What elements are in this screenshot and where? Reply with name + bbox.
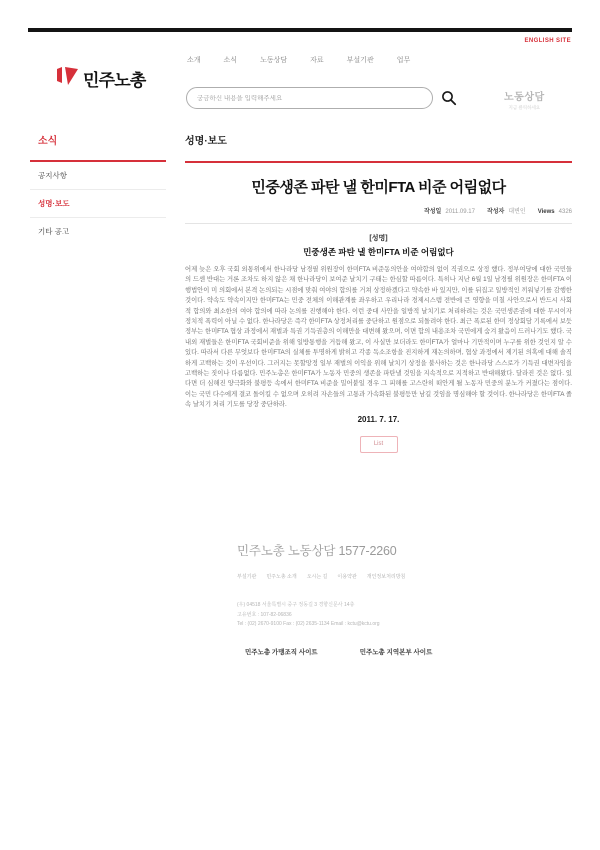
labor-counsel-widget[interactable] bbox=[504, 88, 545, 111]
logo-text: 민주노총 bbox=[83, 71, 146, 90]
nav-item-affiliates[interactable]: 부설기관 bbox=[346, 57, 374, 64]
statement-paragraph: 어제 늦은 오후 국회 외통위에서 한나라당 남경필 위원장이 한미FTA 비준동의안을 여야합의 없이 직권으로 상정 했다. 정부여당에 대한 국민들의 드센 반대는 거론 조차도 하지 않은 채 한나라당이 보여준 날치기 구태는 한심할 따름이다. 특히나 지난 6월 1일 남경필 위원장은 한미FTA 이행법안이 미 의회에서 본격 논의되는 시점에 맞춰 여야의 합의를 거쳐 상정하겠다고 약속한 바 있지만, 이를 뒤집고 일방적인 끼워넣기를 감행한 것이다. 약속도 약속이지만 한미FTA는 민중 전체의 이해관계를 좌우하고 우리나라 경제시스템 전반에 큰 영향을 미칠 사안으로서 반드시 사회적 합의와 최소한의 여야 합의에 따라 논의를 진행해야 한다. 이런 중대 사안을 일방적 날치기로 처리하려는 것은 국민생존권에 대한 무시이자 정치적 폭력이 아닐 수 없다. 한나라당은 즉각 한미FTA 상정처리를 중단하고 원점으로 되돌려야 한다. bbox=[185, 266, 572, 326]
sidebar-item-other[interactable]: 기타 공고 bbox=[38, 227, 70, 236]
statement-paragraph: 최근 폭로된 한미 정상회담 기록에서 보듯 정부는 한미FTA 협상 과정에서 재벌과 특권 기득권층의 이해만을 대변해 왔으며, 이면 합의 내용조차 국민에게 숨겨 왔음이 드러나기도 했다. 국내외 재벌들은 한미FTA 국회비준을 위해 일방통행을 거듭해 왔고, 이 사실만 보더라도 한미FTA가 얼마나 기만적이며 누구를 위한 것인지 알 수 있다. 따라서 다른 무엇보다 한미FTA의 실체를 투명하게 밝히고 각종 독소조항을 진지하게 재논의하며, 협상 과정에서 제기된 의혹에 대해 솔직하게 고백하는 것이 우선이다. 그러지는 못할망정 일부 재벌의 이익을 위해 날치기 상정을 불사하는 것은 한나라당 스스로가 기득권 대변자임을 고백하는 짓이나 다름없다. bbox=[185, 318, 572, 378]
english-site-link[interactable]: ENGLISH SITE bbox=[524, 38, 571, 44]
main-content bbox=[185, 132, 572, 453]
footer-address-line: (우) 04518 서울특별시 중구 정동길 3 경향신문사 14층 bbox=[237, 602, 355, 608]
statement-paragraph: 민주노총은 한미FTA가 노동자 민중의 생존을 파탄낼 것임을 지속적으로 지적하고 반대해왔다. 달라진 것은 없다. 있다면 더 심해진 양극화와 불평등 속에서 한미FTA 비준을 밀어붙일 경우 그 피해를 고스란히 떠안게 될 노동자 민중의 분노가 커졌다는 점이다. 이는 국민 다수에게 결코 돌이킬 수 없으며 오히려 자손들의 고통과 가속화된 불평등만 남길 것임을 명심해야 할 것이다. 한나라당은 한미FTA 졸속 날치기 처리 기도를 당장 중단하라. bbox=[185, 370, 572, 409]
statement-date: 2011. 7. 17. bbox=[357, 414, 400, 424]
nav-item-labor-counsel[interactable]: 노동상담 bbox=[260, 57, 288, 64]
list-button[interactable]: List bbox=[360, 436, 398, 453]
statement-heading: 민중생존 파탄 낼 한미FTA 비준 어림없다 bbox=[303, 247, 454, 257]
sidebar-title: 소식 bbox=[38, 136, 58, 147]
footer-link-about[interactable]: 민주노총 소개 bbox=[266, 574, 297, 580]
affiliate-sites-link[interactable]: 민주노총 가맹조직 사이트 bbox=[245, 648, 318, 656]
meta-views-value: 4326 bbox=[558, 209, 572, 215]
counsel-title: 노동상담 bbox=[504, 92, 545, 103]
footer-links bbox=[237, 573, 572, 580]
search-bar bbox=[186, 87, 433, 109]
meta-views-label: Views bbox=[537, 209, 555, 215]
footer bbox=[237, 541, 572, 656]
nav-item-news[interactable]: 소식 bbox=[223, 57, 238, 64]
section-red-rule bbox=[185, 161, 572, 163]
meta-date-value: 2011.09.17 bbox=[445, 209, 475, 215]
top-black-bar bbox=[28, 28, 572, 32]
footer-link-affiliates[interactable]: 부설기관 bbox=[237, 574, 257, 580]
footer-link-privacy[interactable]: 개인정보처리방침 bbox=[366, 574, 406, 580]
statement-body bbox=[185, 265, 572, 411]
main-nav bbox=[187, 55, 410, 65]
regional-sites-link[interactable]: 민주노총 지역본부 사이트 bbox=[359, 648, 433, 656]
footer-address bbox=[237, 601, 572, 630]
footer-registration-line: 고유번호 : 107-82-06836 bbox=[237, 611, 292, 618]
section-title: 성명·보도 bbox=[185, 136, 227, 147]
meta-author-value: 대변인 bbox=[508, 209, 526, 215]
nav-item-resources[interactable]: 자료 bbox=[310, 57, 324, 64]
meta-author-label: 작성자 bbox=[486, 209, 505, 215]
nav-item-about[interactable]: 소개 bbox=[187, 57, 201, 64]
footer-site-links bbox=[237, 647, 572, 656]
counsel-subtitle: 지금 클릭하세요 bbox=[508, 105, 541, 110]
sidebar-item-statements[interactable]: 성명·보도 bbox=[30, 190, 166, 218]
search-icon[interactable] bbox=[441, 90, 457, 106]
sidebar-item-notices[interactable]: 공지사항 bbox=[30, 162, 166, 190]
site-logo[interactable] bbox=[54, 66, 146, 91]
post-meta bbox=[185, 206, 572, 215]
meta-date-label: 작성일 bbox=[423, 209, 442, 215]
statement-tag: [성명] bbox=[369, 235, 388, 242]
footer-counsel-phone: 민주노총 노동상담 1577-2260 bbox=[237, 544, 397, 558]
sidebar bbox=[30, 132, 166, 245]
kctu-flag-icon bbox=[54, 66, 78, 91]
post-title: 민중생존 파탄 낼 한미FTA 비준 어림없다 bbox=[251, 179, 506, 196]
footer-contact-line: Tel : (02) 2670-9100 Fax : (02) 2635-1134 Email : kctu@kctu.org bbox=[237, 621, 380, 627]
footer-link-directions[interactable]: 오시는 길 bbox=[306, 574, 328, 580]
footer-link-terms[interactable]: 이용약관 bbox=[337, 574, 357, 580]
nav-item-work[interactable]: 업무 bbox=[396, 57, 411, 64]
search-input[interactable] bbox=[197, 95, 422, 102]
meta-divider bbox=[185, 223, 572, 224]
